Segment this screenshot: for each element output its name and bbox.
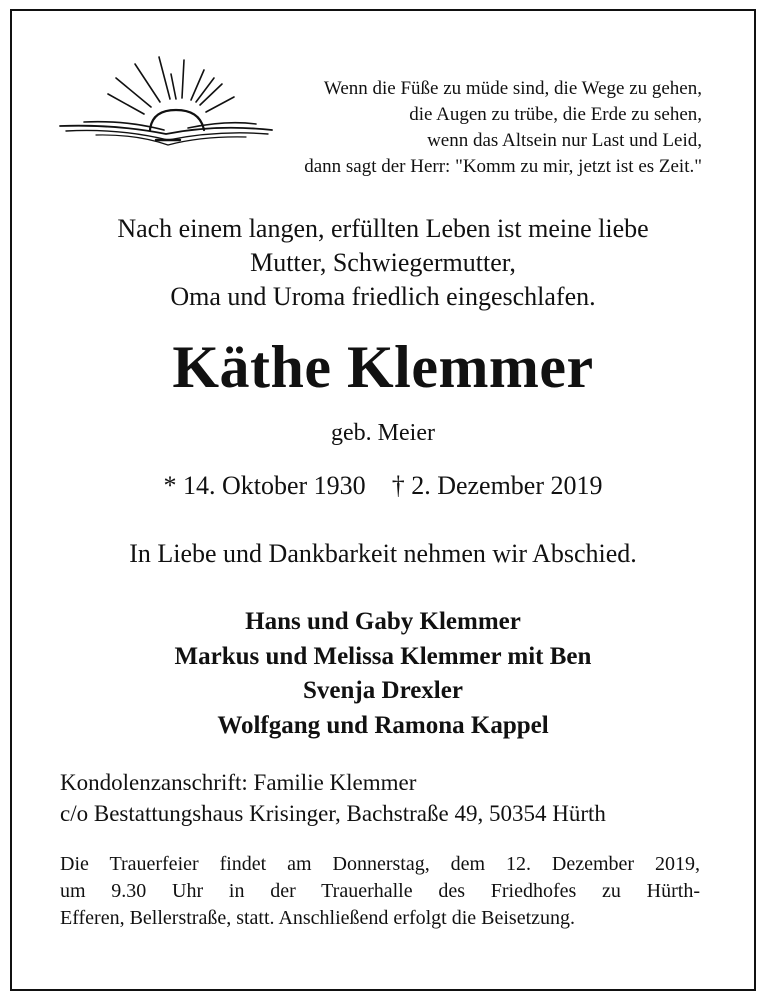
service-line: Efferen, Bellerstraße, statt. Anschließend erfolgt die Beisetzung.: [60, 907, 576, 929]
mourner: Markus und Melissa Klemmer mit Ben: [174, 642, 592, 670]
intro-line: Mutter, Schwiegermutter,: [250, 248, 516, 277]
service-line: Die Trauerfeier findet am Donnerstag, dem 12. Dezember 2019,: [60, 853, 700, 875]
poem-line: dann sagt der Herr: "Komm zu mir, jetzt ist es Zeit.": [304, 156, 702, 177]
intro-line: Oma und Uroma friedlich eingeschlafen.: [170, 282, 596, 311]
mourners-list: [0, 605, 766, 743]
farewell-text: In Liebe und Dankbarkeit nehmen wir Abschied.: [129, 539, 637, 568]
life-dates: [0, 469, 766, 503]
condolence-line: Kondolenzanschrift: Familie Klemmer: [60, 770, 417, 795]
birth-date: * 14. Oktober 1930: [163, 471, 366, 500]
mourner: Hans und Gaby Klemmer: [245, 608, 521, 635]
intro-text: [0, 212, 766, 314]
mourner: Wolfgang und Ramona Kappel: [217, 711, 549, 739]
mourner: Svenja Drexler: [303, 677, 463, 704]
poem-line: die Augen zu trübe, die Erde zu sehen,: [409, 104, 702, 125]
condolence-address: [60, 767, 606, 829]
maiden-name: geb. Meier: [331, 420, 435, 446]
condolence-line: c/o Bestattungshaus Krisinger, Bachstraße 49, 50354 Hürth: [60, 801, 606, 826]
deceased-name: Käthe Klemmer: [172, 334, 594, 400]
intro-line: Nach einem langen, erfüllten Leben ist meine liebe: [117, 214, 649, 243]
poem-line: wenn das Altsein nur Last und Leid,: [427, 130, 702, 151]
death-date: † 2. Dezember 2019: [391, 471, 603, 500]
poem: [182, 76, 702, 180]
service-line: um 9.30 Uhr in der Trauerhalle des Friedhofes zu Hürth-: [60, 880, 700, 902]
funeral-service-info: [60, 851, 700, 932]
poem-line: Wenn die Füße zu müde sind, die Wege zu gehen,: [323, 78, 702, 99]
